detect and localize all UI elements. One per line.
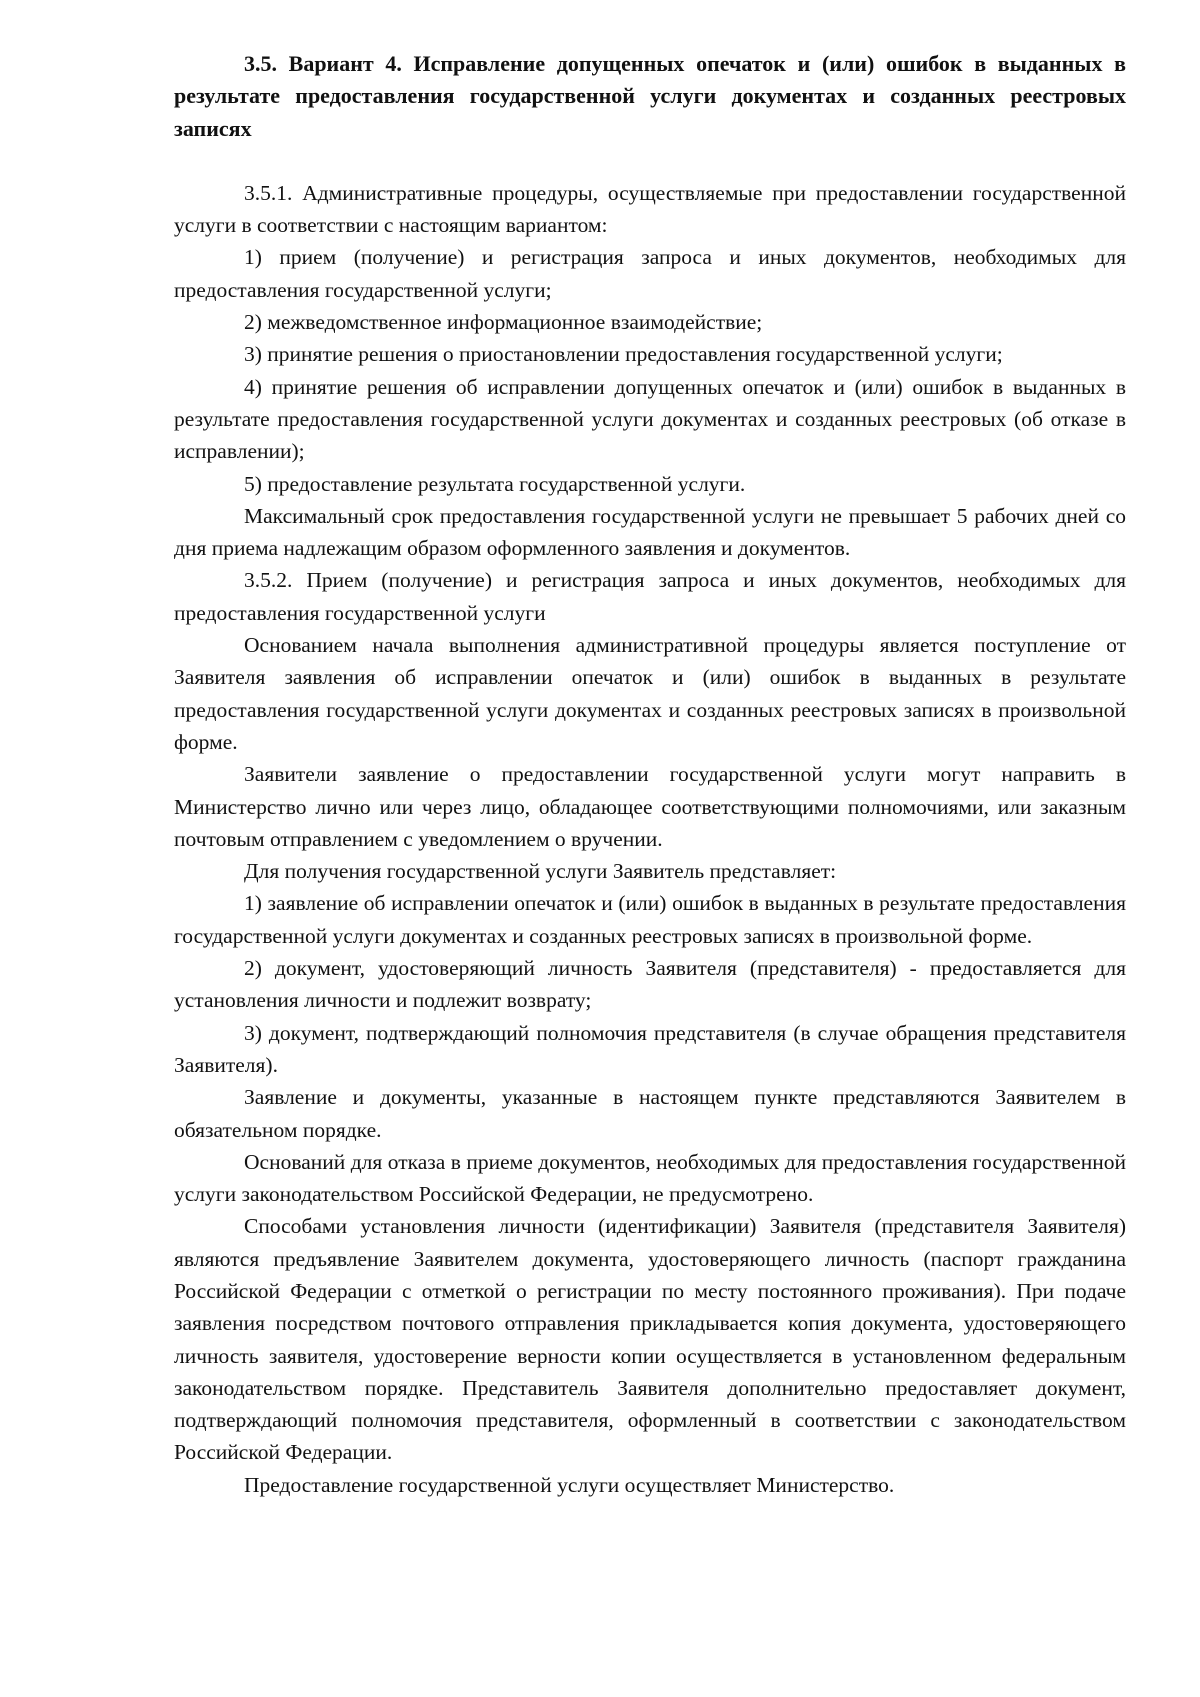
paragraph-3-5-2: 3.5.2. Прием (получение) и регистрация запроса и иных документов, необходимых для предоставления государственной услуги [174, 568, 1126, 625]
list-item-5: 5) предоставление результата государственной услуги. [244, 471, 746, 496]
section-heading: 3.5. Вариант 4. Исправление допущенных опечаток и (или) ошибок в выданных в результате предоставления государственной услуги документах и созданных реестровых записях [174, 51, 1126, 141]
paragraph-mandatory: Заявление и документы, указанные в настоящем пункте представляются Заявителем в обязательном порядке. [174, 1085, 1126, 1142]
paragraph-submission: Заявители заявление о предоставлении государственной услуги могут направить в Министерство лично или через лицо, обладающее соответствующими полномочиями, или заказным почтовым отправлением с уведомлением о вручении. [174, 762, 1126, 851]
document-page [174, 48, 1126, 1501]
document-item-2: 2) документ, удостоверяющий личность Заявителя (представителя) - предоставляется для установления личности и подлежит возврату; [174, 956, 1126, 1013]
paragraph-provider: Предоставление государственной услуги осуществляет Министерство. [244, 1472, 895, 1497]
paragraph-basis: Основанием начала выполнения административной процедуры является поступление от Заявителя заявления об исправлении опечаток и (или) ошибок в выданных в результате предоставления государственной услуги документах и созданных реестровых записях в произвольной форме. [174, 633, 1126, 754]
paragraph-max-term: Максимальный срок предоставления государственной услуги не превышает 5 рабочих дней со дня приема надлежащим образом оформленного заявления и документов. [174, 503, 1126, 561]
list-item-3: 3) принятие решения о приостановлении предоставления государственной услуги; [244, 342, 1003, 367]
paragraph-documents-intro: Для получения государственной услуги Заявитель представляет: [244, 859, 837, 884]
list-item-4: 4) принятие решения об исправлении допущенных опечаток и (или) ошибок в выданных в результате предоставления государственной услуги документах и созданных реестровых (об отказе в исправлении); [174, 374, 1126, 464]
paragraph-identification: Способами установления личности (идентификации) Заявителя (представителя Заявителя) являются предъявление Заявителем документа, удостоверяющего личность (паспорт гражданина Российской Федерации с отметкой о регистрации по месту постоянного проживания). При подаче заявления посредством почтового отправления прикладывается копия документа, удостоверяющего личность заявителя, удостоверение верности копии осуществляется в установленном федеральным законодательством порядке. Представитель Заявителя дополнительно предоставляет документ, подтверждающий полномочия представителя, оформленный в соответствии с законодательством Российской Федерации. [174, 1214, 1126, 1465]
list-item-2: 2) межведомственное информационное взаимодействие; [244, 310, 763, 335]
paragraph-no-refusal-grounds: Оснований для отказа в приеме документов, необходимых для предоставления государственной услуги законодательством Российской Федерации, не предусмотрено. [174, 1149, 1126, 1207]
paragraph-3-5-1: 3.5.1. Административные процедуры, осуществляемые при предоставлении государственной услуги в соответствии с настоящим вариантом: [174, 180, 1126, 238]
document-item-1: 1) заявление об исправлении опечаток и (или) ошибок в выданных в результате предоставления государственной услуги документах и созданных реестровых записях в произвольной форме. [174, 891, 1126, 948]
list-item-1: 1) прием (получение) и регистрация запроса и иных документов, необходимых для предоставления государственной услуги; [174, 245, 1126, 302]
document-item-3: 3) документ, подтверждающий полномочия представителя (в случае обращения представителя Заявителя). [174, 1020, 1126, 1077]
